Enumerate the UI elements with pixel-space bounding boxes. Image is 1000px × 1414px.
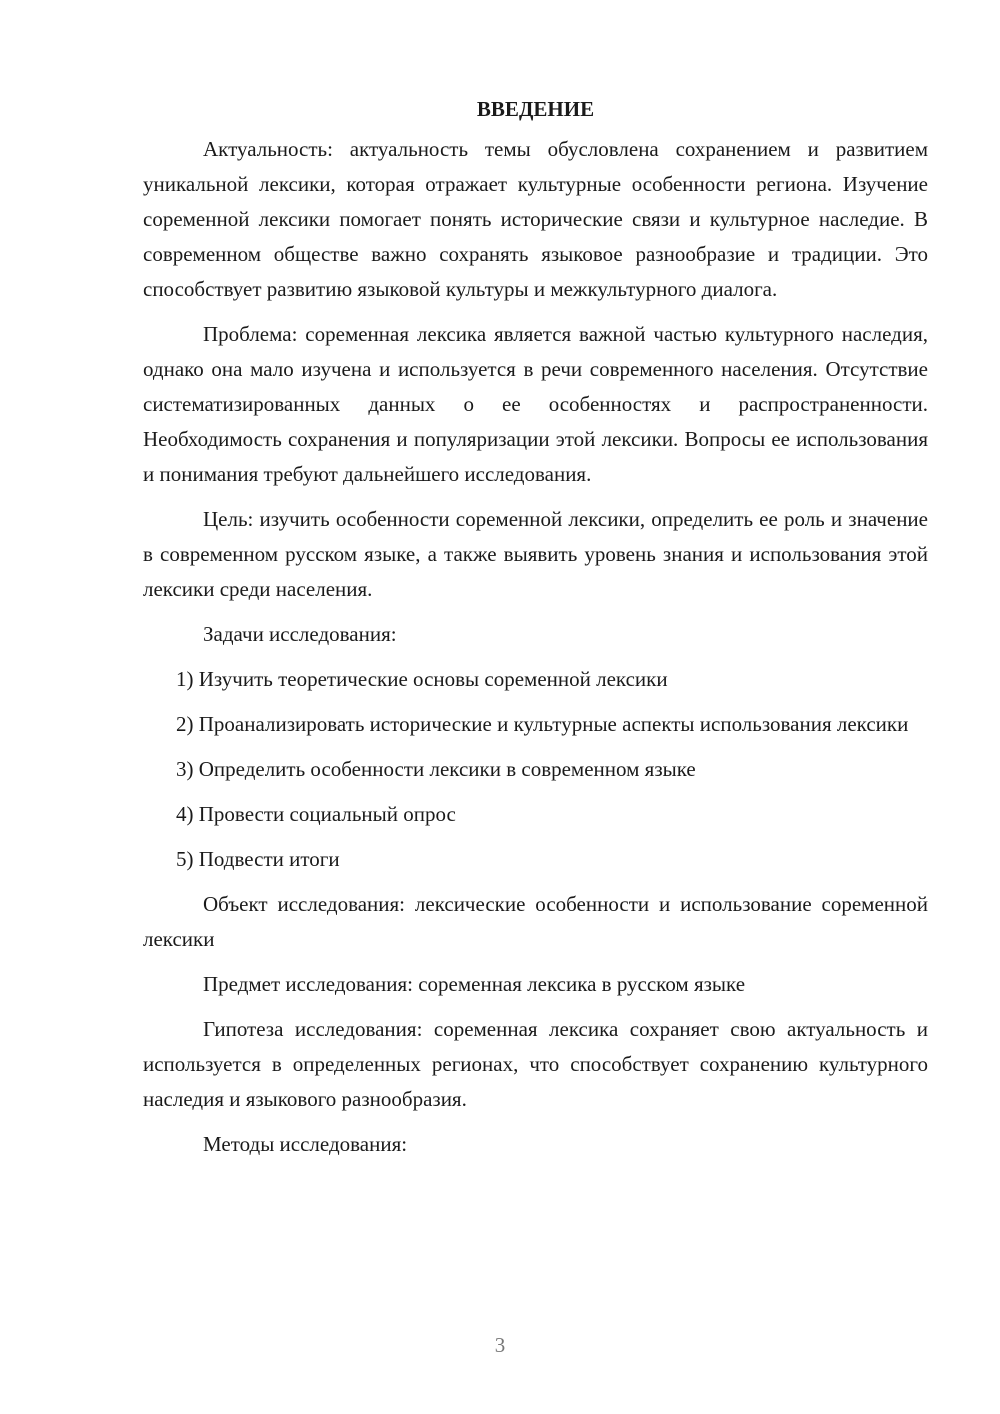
task-item-5: 5) Подвести итоги [176,847,340,871]
page-number: 3 [494,1333,506,1357]
methods-heading: Методы исследования: [203,1132,408,1156]
tasks-heading: Задачи исследования: [203,622,397,646]
page-title: ВВЕДЕНИЕ [476,97,595,121]
task-item-4: 4) Провести социальный опрос [176,802,456,826]
page-body [143,92,928,1172]
problem-paragraph: Проблема: соременная лексика является важной частью культурного наследия, однако она мало изучена и используется в речи современного населения. Отсутствие систематизированных данных о ее особенностях и распространенности. Необходимость сохранения и популяризации этой лексики. Вопросы ее использования и понимания требуют дальнейшего исследования. [143,322,928,486]
subject-paragraph: Предмет исследования: соременная лексика в русском языке [203,972,746,996]
relevance-paragraph: Актуальность: актуальность темы обусловлена сохранением и развитием уникальной лексики, которая отражает культурные особенности региона. Изучение соременной лексики помогает понять исторические связи и культурное наследие. В современном обществе важно сохранять языковое разнообразие и традиции. Это способствует развитию языковой культуры и межкультурного диалога. [143,137,928,301]
object-paragraph: Объект исследования: лексические особенности и использование соременной лексики [143,892,928,951]
hypothesis-paragraph: Гипотеза исследования: соременная лексика сохраняет свою актуальность и используется в определенных регионах, что способствует сохранению культурного наследия и языкового разнообразия. [143,1017,928,1111]
task-item-3: 3) Определить особенности лексики в современном языке [176,757,696,781]
task-item-2: 2) Проанализировать исторические и культурные аспекты использования лексики [176,712,909,736]
task-item-1: 1) Изучить теоретические основы соременной лексики [176,667,668,691]
goal-paragraph: Цель: изучить особенности соременной лексики, определить ее роль и значение в современном русском языке, а также выявить уровень знания и использования этой лексики среди населения. [143,507,928,601]
